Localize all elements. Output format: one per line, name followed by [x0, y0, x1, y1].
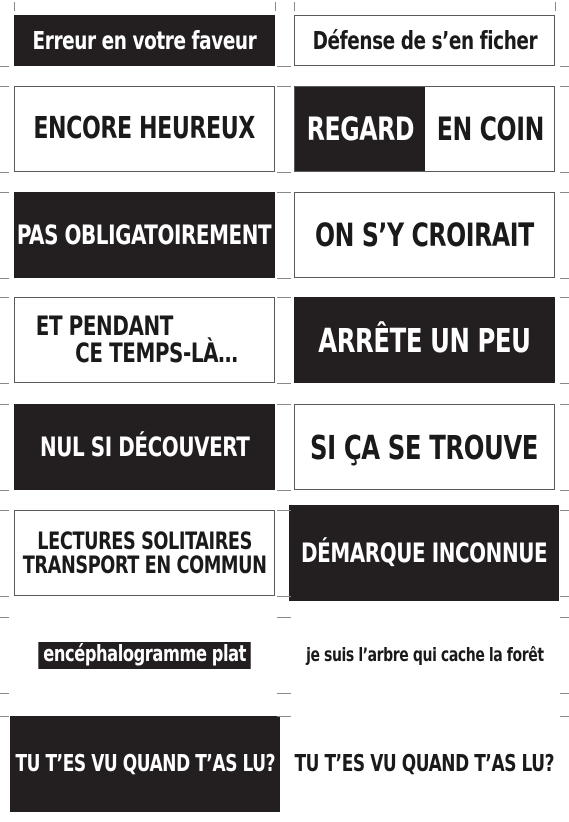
crop-mark: [0, 510, 9, 511]
card-text-block: [36, 311, 239, 369]
card-encephalogramme-plat: [14, 617, 275, 693]
card-on-sy-croirait: [294, 192, 555, 278]
crop-mark: [277, 596, 291, 597]
card-lectures-solitaires: [14, 510, 275, 596]
crop-mark: [560, 192, 569, 193]
crop-mark: [277, 86, 291, 87]
card-demarque-inconnue: [289, 505, 559, 601]
crop-mark: [277, 172, 291, 173]
crop-mark: [0, 278, 9, 279]
crop-mark: [560, 490, 569, 491]
card-text-right: EN COIN: [436, 110, 544, 148]
crop-mark: [560, 596, 569, 597]
card-encore-heureux: [14, 86, 275, 172]
crop-mark: [560, 693, 569, 694]
card-text: SI ÇA SE TROUVE: [310, 427, 539, 467]
crop-mark: [277, 383, 291, 384]
card-text: TU T’ES VU QUAND T’AS LU?: [294, 750, 555, 777]
crop-mark: [0, 490, 9, 491]
card-nul-si-decouvert: [14, 404, 275, 490]
crop-mark: [560, 86, 569, 87]
card-half-dark: [295, 87, 425, 171]
crop-mark: [277, 278, 291, 279]
crop-mark: [560, 404, 569, 405]
card-je-suis-larbre: [294, 617, 555, 693]
crop-mark: [0, 297, 9, 298]
crop-mark: [0, 404, 9, 405]
card-defense-de-sen-ficher: [294, 15, 555, 66]
card-text: Erreur en votre faveur: [32, 26, 257, 55]
card-text: encéphalogramme plat: [38, 642, 251, 669]
crop-mark: [0, 596, 9, 597]
card-erreur-en-votre-faveur: [14, 15, 275, 66]
crop-mark: [555, 2, 556, 11]
card-text: PAS OBLIGATOIREMENT: [17, 219, 272, 251]
crop-mark: [0, 617, 9, 618]
card-text-block: [23, 529, 267, 577]
card-text: ON S’Y CROIRAIT: [315, 216, 534, 254]
card-text-line-2: CE TEMPS-LÀ…: [75, 338, 239, 369]
crop-mark: [0, 172, 9, 173]
crop-mark: [560, 510, 569, 511]
card-text-line-2: TRANSPORT EN COMMUN: [22, 551, 267, 579]
card-text-wrap: [38, 642, 251, 669]
card-et-pendant-ce-temps-la: [14, 297, 275, 383]
crop-mark: [277, 617, 291, 618]
card-text: Défense de s’en ficher: [312, 26, 537, 55]
crop-mark: [277, 297, 291, 298]
crop-mark: [0, 693, 9, 694]
crop-mark: [277, 404, 291, 405]
card-tu-tes-vu-dark: [10, 716, 280, 812]
crop-mark: [275, 2, 276, 11]
crop-mark: [0, 86, 9, 87]
card-text: ARRÊTE UN PEU: [318, 320, 531, 360]
crop-mark: [277, 192, 291, 193]
card-text: NUL SI DÉCOUVERT: [39, 431, 250, 463]
crop-mark: [277, 716, 291, 717]
card-text: ENCORE HEUREUX: [33, 111, 256, 146]
crop-mark: [560, 383, 569, 384]
crop-mark: [294, 2, 295, 11]
card-text-left: REGARD: [306, 110, 414, 148]
card-text: TU T’ES VU QUAND T’AS LU?: [15, 750, 275, 777]
crop-mark: [277, 510, 291, 511]
crop-mark: [0, 383, 9, 384]
card-pas-obligatoirement: [14, 192, 275, 278]
card-arrete-un-peu: [294, 297, 555, 383]
card-regard-en-coin: [294, 86, 555, 172]
crop-mark: [560, 278, 569, 279]
crop-mark: [560, 66, 569, 67]
crop-mark: [0, 192, 9, 193]
crop-mark: [14, 2, 15, 11]
card-text: DÉMARQUE INCONNUE: [300, 537, 548, 569]
card-text-line-1: LECTURES SOLITAIRES: [37, 527, 252, 555]
crop-mark: [0, 66, 9, 67]
crop-mark: [0, 716, 9, 717]
crop-mark: [277, 66, 291, 67]
card-text: je suis l’arbre qui cache la forêt: [305, 643, 544, 666]
crop-mark: [560, 172, 569, 173]
crop-mark: [277, 490, 291, 491]
card-half-light: [425, 87, 556, 171]
crop-mark: [560, 617, 569, 618]
card-tu-tes-vu-light: [294, 721, 555, 807]
crop-mark: [277, 693, 291, 694]
crop-mark: [560, 297, 569, 298]
card-text-line-1: ET PENDANT: [36, 311, 174, 342]
crop-mark: [560, 716, 569, 717]
card-si-ca-se-trouve: [294, 404, 555, 490]
